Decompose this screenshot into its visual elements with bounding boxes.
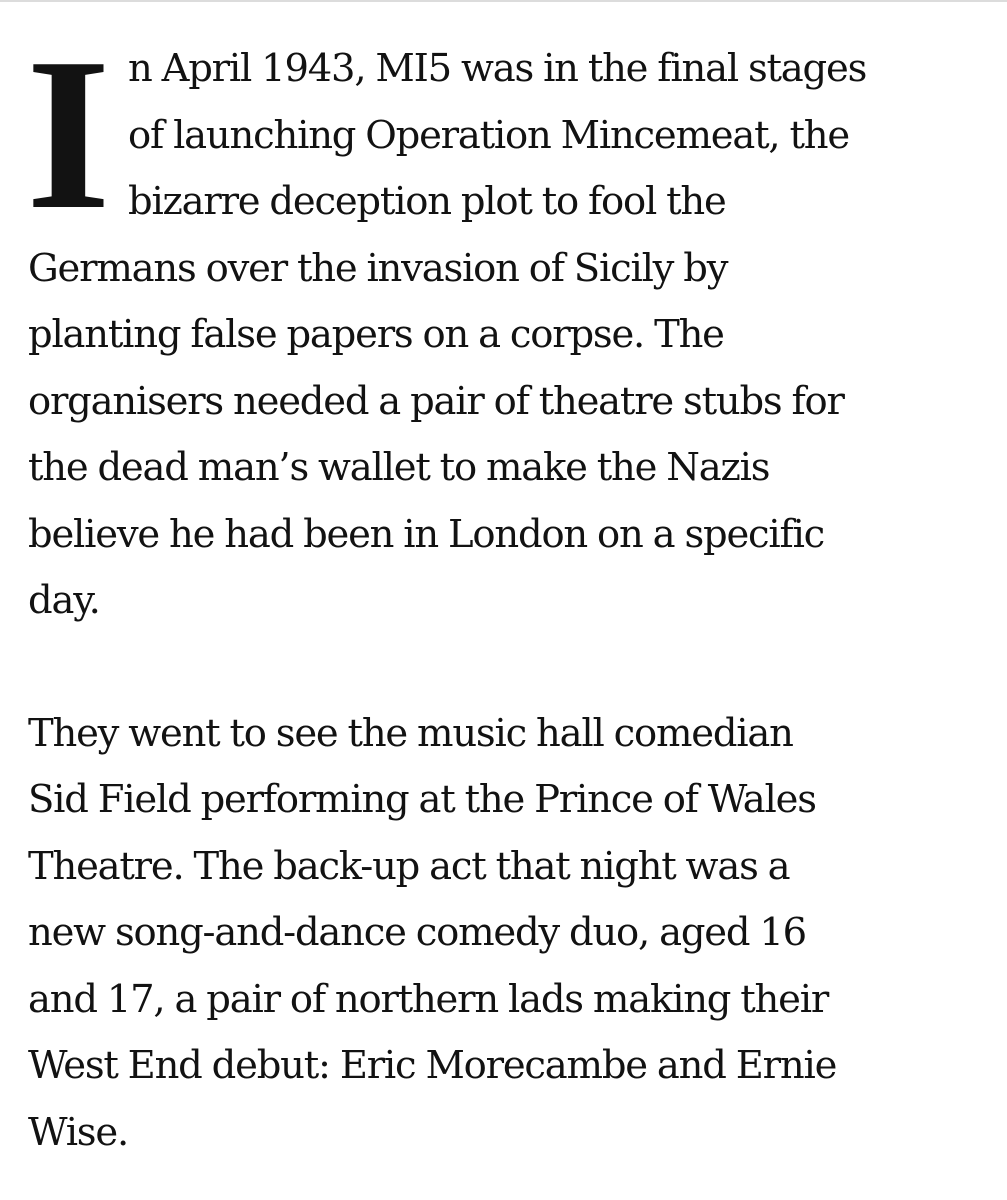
paragraph-2-line: Theatre. The back-up act that night was a [28,843,790,889]
paragraph-2-line: Wise. [28,1109,128,1155]
paragraph-2 [28,701,988,1167]
paragraph-2-line: and 17, a pair of northern lads making their [28,976,829,1022]
paragraph-2-line: West End debut: Eric Morecambe and Ernie [28,1043,837,1088]
paragraph-1-line: of launching Operation Mincemeat, the [128,112,849,158]
paragraph-1-line: organisers needed a pair of theatre stubs for [28,378,844,424]
paragraph-1-line: believe he had been in London on a specific [28,511,825,557]
paragraph-spacer [28,635,988,701]
paragraph-1-line: n April 1943, MI5 was in the final stages [128,46,867,91]
paragraph-1-line: day. [28,578,100,623]
drop-cap: I [26,14,110,255]
paragraph-2-line: They went to see the music hall comedian [28,710,793,756]
paragraph-1 [26,14,988,635]
paragraph-2-line: Sid Field performing at the Prince of Wales [28,777,816,822]
top-divider [0,0,1007,2]
paragraph-1-line: the dead man’s wallet to make the Nazis [28,445,770,490]
paragraph-1-line: planting false papers on a corpse. The [28,312,724,357]
paragraph-1-line: bizarre deception plot to fool the [128,179,726,224]
article-body [26,14,988,1166]
paragraph-1-line: Germans over the invasion of Sicily by [28,245,728,291]
paragraph-2-line: new song-and-dance comedy duo, aged 16 [28,910,806,955]
